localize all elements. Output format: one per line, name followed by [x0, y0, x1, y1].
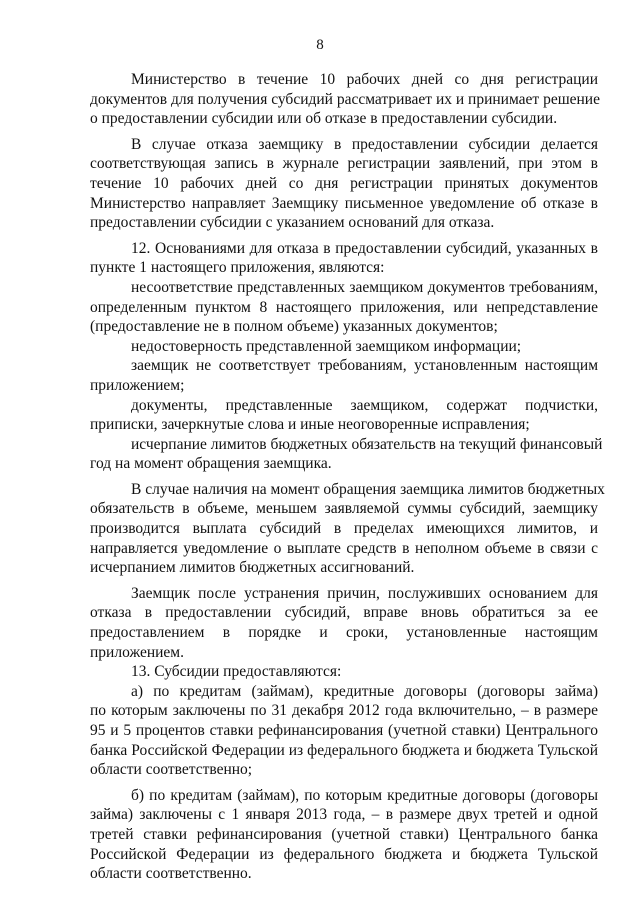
text-line: по которым заключены по 31 декабря 2012 года включительно, – в размере [90, 702, 598, 720]
paragraph-ground-documents [90, 278, 598, 337]
text-line: Министерство направляет Заемщику письменное уведомление об отказе в [90, 194, 598, 212]
paragraph-clause-13-a [90, 682, 598, 780]
text-line: предоставлением в порядке и сроки, установленные настоящим [90, 624, 598, 642]
text-line: В случае отказа заемщику в предоставлении субсидии делается [131, 135, 598, 153]
text-line: соответствующая запись в журнале регистрации заявлений, при этом в [90, 155, 598, 173]
paragraph-clause-13 [90, 662, 598, 682]
text-line: документы, представленные заемщиком, содержат подчистки, [131, 396, 598, 414]
paragraph-review-decision [90, 70, 598, 129]
text-line: Заемщик после устранения причин, послуживших основанием для [131, 584, 598, 602]
text-line: (предоставление не в полном объеме) указанных документов; [90, 318, 498, 336]
text-line: 12. Основаниями для отказа в предоставлении субсидий, указанных в [131, 239, 598, 257]
text-line: 13. Субсидии предоставляются: [131, 663, 342, 681]
page-number: 8 [316, 37, 324, 53]
text-line: исчерпанием лимитов бюджетных ассигнований. [90, 559, 415, 577]
text-line: обязательств в объеме, меньшем заявляемой суммы субсидий, заемщику [90, 500, 598, 518]
text-line: б) по кредитам (займам), по которым кредитные договоры (договоры [131, 786, 598, 804]
text-line: производится выплата субсидий в пределах имеющихся лимитов, и [90, 520, 598, 538]
text-line: предоставлении субсидии с указанием оснований для отказа. [90, 214, 495, 232]
text-line: год на момент обращения заемщика. [90, 455, 332, 473]
text-line: области соответственно; [90, 761, 253, 779]
document-body [90, 70, 605, 884]
text-line: Министерство в течение 10 рабочих дней со дня регистрации [131, 71, 598, 88]
text-line: области соответственно. [90, 865, 252, 883]
text-line: заемщик не соответствует требованиям, установленным настоящим [131, 357, 598, 375]
text-line: а) по кредитам (займам), кредитные договоры (договоры займа) [131, 682, 598, 700]
text-line: о предоставлении субсидии или об отказе в предоставлении субсидии. [90, 110, 558, 128]
text-line: третей ставки рефинансирования (учетной ставки) Центрального банка [90, 825, 598, 843]
paragraph-reapply [90, 584, 598, 662]
paragraph-ground-unreliable-info [90, 337, 598, 357]
text-line: несоответствие представленных заемщиком документов требованиям, [131, 278, 598, 296]
paragraph-ground-corrections [90, 396, 598, 435]
text-line: займа) заключены с 1 января 2013 года, – в размере двух третей и одной [90, 806, 598, 824]
text-line: определенным пунктом 8 настоящего приложения, или непредставление [90, 298, 598, 316]
text-line: приписки, зачеркнутые слова и иные неоговоренные исправления; [90, 416, 530, 434]
paragraph-refusal-notice [90, 135, 598, 233]
text-line: приложением; [90, 376, 185, 394]
paragraph-ground-requirements [90, 356, 598, 395]
text-line: течение 10 рабочих дней со дня регистрации принятых документов [90, 174, 598, 192]
text-line: недостоверность представленной заемщиком информации; [131, 337, 522, 355]
text-line: приложением. [90, 643, 184, 661]
text-line: банка Российской Федерации из федерального бюджета и бюджета Тульской [90, 741, 598, 759]
text-line: исчерпание лимитов бюджетных обязательств на текущий финансовый [131, 435, 603, 453]
text-line: 95 и 5 процентов ставки рефинансирования (учетной ставки) Центрального [90, 722, 598, 739]
text-line: документов для получения субсидий рассматривает их и принимает решение [90, 90, 600, 108]
text-line: отказа в предоставлении субсидий, вправе вновь обратиться за ее [90, 604, 598, 622]
text-line: Российской Федерации из федерального бюджета и бюджета Тульской [90, 845, 598, 863]
paragraph-ground-limits [90, 435, 603, 474]
text-line: направляется уведомление о выплате средств в неполном объеме в связи с [90, 539, 598, 557]
text-line: В случае наличия на момент обращения заемщика лимитов бюджетных [131, 480, 605, 498]
paragraph-partial-payment [90, 480, 605, 578]
paragraph-clause-12 [90, 239, 598, 278]
text-line: пункте 1 настоящего приложения, являются: [90, 259, 385, 277]
paragraph-clause-13-b [90, 786, 598, 884]
